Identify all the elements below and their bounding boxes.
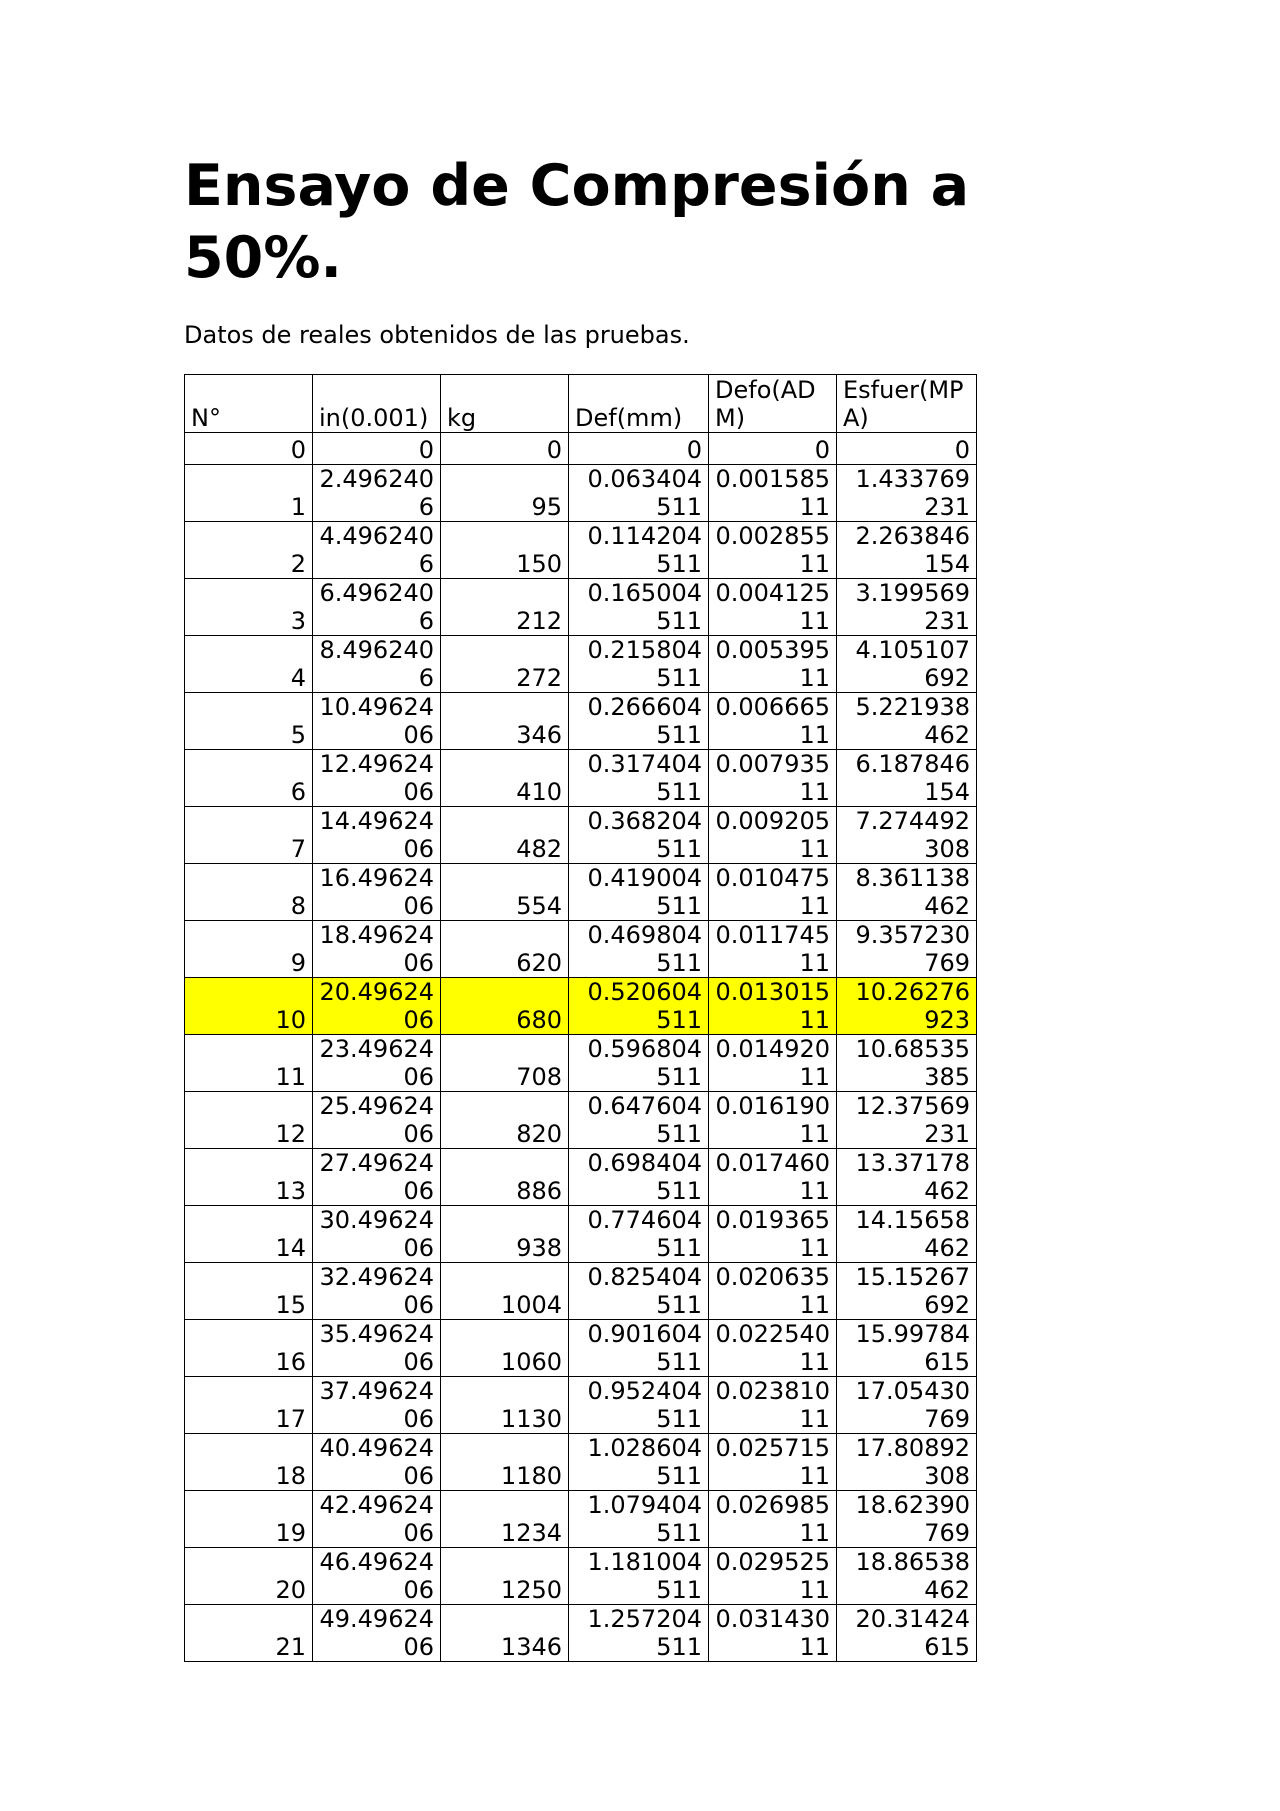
cell-load-kg (441, 522, 569, 579)
cell-displacement-in (313, 1377, 441, 1434)
cell-value: 46.4962406 (319, 1548, 434, 1604)
cell-stress-mpa (837, 1263, 977, 1320)
cell-deformation-mm (569, 1092, 709, 1149)
cell-displacement-in (313, 433, 441, 465)
cell-value: 0.01619011 (715, 1092, 830, 1148)
cell-value: 7 (290, 835, 306, 863)
cell-value: 0.02063511 (715, 1263, 830, 1319)
cell-value: 0.00412511 (715, 579, 830, 635)
cell-strain-adm (709, 750, 837, 807)
cell-stress-mpa (837, 465, 977, 522)
cell-value: 0.469804511 (587, 921, 702, 977)
cell-number (185, 1320, 313, 1377)
cell-displacement-in (313, 522, 441, 579)
table-row (185, 1320, 977, 1377)
cell-number (185, 1263, 313, 1320)
cell-deformation-mm (569, 1491, 709, 1548)
cell-number (185, 1206, 313, 1263)
cell-strain-adm (709, 693, 837, 750)
cell-value: 0.317404511 (587, 750, 702, 806)
cell-value: 0.01301511 (715, 978, 830, 1034)
cell-value: 0.520604511 (587, 978, 702, 1034)
document-page (184, 150, 1084, 1662)
cell-value: 0.114204511 (587, 522, 702, 578)
header-load-kg: kg (441, 375, 569, 433)
cell-strain-adm (709, 465, 837, 522)
cell-value: 0.647604511 (587, 1092, 702, 1148)
cell-value: 1.028604511 (587, 1434, 702, 1490)
cell-displacement-in (313, 1206, 441, 1263)
document-title: Ensayo de Compresión a 50%. (184, 153, 970, 291)
cell-value: 1.433769231 (855, 465, 970, 521)
cell-displacement-in (313, 636, 441, 693)
table-row (185, 1548, 977, 1605)
cell-value: 0.901604511 (587, 1320, 702, 1376)
cell-strain-adm (709, 1263, 837, 1320)
cell-value: 32.4962406 (319, 1263, 434, 1319)
cell-stress-mpa (837, 750, 977, 807)
cell-value: 0.774604511 (587, 1206, 702, 1262)
table-row (185, 1149, 977, 1206)
cell-value: 25.4962406 (319, 1092, 434, 1148)
cell-value: 18.4962406 (319, 921, 434, 977)
cell-value: 0.01047511 (715, 864, 830, 920)
cell-value: 17.05430769 (855, 1377, 970, 1433)
cell-number (185, 864, 313, 921)
cell-value: 1 (290, 493, 306, 521)
cell-displacement-in (313, 1434, 441, 1491)
cell-value: 0 (418, 436, 434, 464)
cell-strain-adm (709, 1548, 837, 1605)
cell-stress-mpa (837, 1035, 977, 1092)
cell-deformation-mm (569, 636, 709, 693)
cell-value: 0.266604511 (587, 693, 702, 749)
cell-value: 27.4962406 (319, 1149, 434, 1205)
cell-displacement-in (313, 1092, 441, 1149)
cell-displacement-in (313, 1605, 441, 1662)
cell-deformation-mm (569, 978, 709, 1035)
compression-test-table (184, 374, 977, 1662)
cell-load-kg (441, 1263, 569, 1320)
cell-stress-mpa (837, 1605, 977, 1662)
cell-number (185, 465, 313, 522)
cell-value: 0.00158511 (715, 465, 830, 521)
table-row (185, 807, 977, 864)
table-row (185, 978, 977, 1035)
cell-number (185, 1491, 313, 1548)
cell-value: 15 (275, 1291, 306, 1319)
cell-value: 0 (546, 436, 562, 464)
cell-stress-mpa (837, 433, 977, 465)
cell-value: 18.62390769 (855, 1491, 970, 1547)
cell-value: 40.4962406 (319, 1434, 434, 1490)
cell-load-kg (441, 864, 569, 921)
table-body (185, 433, 977, 1662)
cell-value: 3.199569231 (855, 579, 970, 635)
cell-value: 0.698404511 (587, 1149, 702, 1205)
cell-stress-mpa (837, 1206, 977, 1263)
cell-stress-mpa (837, 978, 977, 1035)
cell-value: 0.00920511 (715, 807, 830, 863)
cell-strain-adm (709, 1149, 837, 1206)
table-row (185, 433, 977, 465)
cell-displacement-in (313, 864, 441, 921)
cell-value: 95 (531, 493, 562, 521)
cell-number (185, 636, 313, 693)
cell-strain-adm (709, 522, 837, 579)
cell-displacement-in (313, 807, 441, 864)
cell-value: 0.165004511 (587, 579, 702, 635)
cell-strain-adm (709, 1206, 837, 1263)
cell-value: 5.221938462 (855, 693, 970, 749)
cell-displacement-in (313, 465, 441, 522)
table-row (185, 1206, 977, 1263)
cell-value: 2.4962406 (319, 465, 434, 521)
cell-stress-mpa (837, 1092, 977, 1149)
cell-number (185, 1605, 313, 1662)
cell-value: 9 (290, 949, 306, 977)
cell-load-kg (441, 693, 569, 750)
cell-value: 0.215804511 (587, 636, 702, 692)
cell-value: 42.4962406 (319, 1491, 434, 1547)
cell-deformation-mm (569, 807, 709, 864)
cell-value: 17.80892308 (855, 1434, 970, 1490)
cell-value: 0 (954, 436, 970, 464)
cell-value: 820 (516, 1120, 562, 1148)
cell-value: 150 (516, 550, 562, 578)
cell-deformation-mm (569, 693, 709, 750)
table-row (185, 1035, 977, 1092)
cell-value: 620 (516, 949, 562, 977)
cell-value: 21 (275, 1633, 306, 1661)
cell-value: 938 (516, 1234, 562, 1262)
cell-load-kg (441, 433, 569, 465)
table-row (185, 636, 977, 693)
cell-value: 3 (290, 607, 306, 635)
cell-value: 708 (516, 1063, 562, 1091)
cell-value: 1130 (500, 1405, 562, 1433)
cell-strain-adm (709, 579, 837, 636)
cell-value: 4 (290, 664, 306, 692)
cell-stress-mpa (837, 1149, 977, 1206)
cell-value: 680 (516, 1006, 562, 1034)
cell-number (185, 921, 313, 978)
cell-value: 12.4962406 (319, 750, 434, 806)
cell-value: 12 (275, 1120, 306, 1148)
cell-deformation-mm (569, 1434, 709, 1491)
cell-number (185, 978, 313, 1035)
cell-displacement-in (313, 693, 441, 750)
cell-value: 23.4962406 (319, 1035, 434, 1091)
cell-value: 6 (290, 778, 306, 806)
cell-deformation-mm (569, 1548, 709, 1605)
table-row (185, 1263, 977, 1320)
cell-value: 6.4962406 (319, 579, 434, 635)
cell-deformation-mm (569, 921, 709, 978)
cell-value: 0.00285511 (715, 522, 830, 578)
cell-stress-mpa (837, 1434, 977, 1491)
cell-load-kg (441, 1320, 569, 1377)
cell-load-kg (441, 1434, 569, 1491)
cell-value: 15.15267692 (855, 1263, 970, 1319)
table-row (185, 1434, 977, 1491)
cell-displacement-in (313, 1263, 441, 1320)
header-strain-adm: Defo(ADM) (709, 375, 837, 433)
cell-value: 13.37178462 (855, 1149, 970, 1205)
cell-deformation-mm (569, 864, 709, 921)
cell-value: 18.86538462 (855, 1548, 970, 1604)
cell-value: 14.4962406 (319, 807, 434, 863)
cell-deformation-mm (569, 433, 709, 465)
cell-value: 0.03143011 (715, 1605, 830, 1661)
cell-value: 1060 (500, 1348, 562, 1376)
cell-value: 0.368204511 (587, 807, 702, 863)
cell-number (185, 1377, 313, 1434)
cell-value: 4.4962406 (319, 522, 434, 578)
cell-value: 1180 (500, 1462, 562, 1490)
cell-stress-mpa (837, 1548, 977, 1605)
cell-deformation-mm (569, 1263, 709, 1320)
cell-number (185, 693, 313, 750)
table-row (185, 1491, 977, 1548)
cell-value: 14 (275, 1234, 306, 1262)
cell-value: 1.181004511 (587, 1548, 702, 1604)
cell-load-kg (441, 1548, 569, 1605)
cell-value: 20.31424615 (855, 1605, 970, 1661)
table-row (185, 921, 977, 978)
cell-value: 2 (290, 550, 306, 578)
cell-strain-adm (709, 864, 837, 921)
cell-value: 16.4962406 (319, 864, 434, 920)
table-row (185, 750, 977, 807)
cell-strain-adm (709, 1377, 837, 1434)
cell-value: 18 (275, 1462, 306, 1490)
header-number: N° (185, 375, 313, 433)
cell-deformation-mm (569, 522, 709, 579)
cell-value: 0.00539511 (715, 636, 830, 692)
cell-value: 16 (275, 1348, 306, 1376)
cell-value: 8.361138462 (855, 864, 970, 920)
cell-deformation-mm (569, 1149, 709, 1206)
cell-stress-mpa (837, 1320, 977, 1377)
cell-value: 8.4962406 (319, 636, 434, 692)
cell-value: 5 (290, 721, 306, 749)
cell-value: 0.00666511 (715, 693, 830, 749)
table-row (185, 1377, 977, 1434)
cell-value: 346 (516, 721, 562, 749)
cell-strain-adm (709, 1434, 837, 1491)
cell-number (185, 1092, 313, 1149)
cell-value: 0 (290, 436, 306, 464)
cell-load-kg (441, 579, 569, 636)
cell-value: 1.257204511 (587, 1605, 702, 1661)
cell-value: 0.02381011 (715, 1377, 830, 1433)
cell-value: 886 (516, 1177, 562, 1205)
cell-value: 0.419004511 (587, 864, 702, 920)
cell-load-kg (441, 1149, 569, 1206)
cell-number (185, 1548, 313, 1605)
cell-value: 1.079404511 (587, 1491, 702, 1547)
cell-value: 7.274492308 (855, 807, 970, 863)
cell-deformation-mm (569, 1605, 709, 1662)
cell-stress-mpa (837, 636, 977, 693)
table-row (185, 1092, 977, 1149)
header-stress-mpa: Esfuer(MPA) (837, 375, 977, 433)
cell-value: 10.4962406 (319, 693, 434, 749)
table-row (185, 864, 977, 921)
cell-displacement-in (313, 1548, 441, 1605)
cell-displacement-in (313, 579, 441, 636)
cell-value: 0.01174511 (715, 921, 830, 977)
cell-strain-adm (709, 636, 837, 693)
cell-value: 0.02254011 (715, 1320, 830, 1376)
cell-value: 1346 (500, 1633, 562, 1661)
cell-number (185, 807, 313, 864)
cell-strain-adm (709, 1035, 837, 1092)
cell-load-kg (441, 1092, 569, 1149)
cell-value: 15.99784615 (855, 1320, 970, 1376)
cell-number (185, 1149, 313, 1206)
cell-value: 1234 (500, 1519, 562, 1547)
cell-value: 35.4962406 (319, 1320, 434, 1376)
cell-load-kg (441, 750, 569, 807)
cell-value: 20.4962406 (319, 978, 434, 1034)
cell-strain-adm (709, 1605, 837, 1662)
cell-displacement-in (313, 1035, 441, 1092)
cell-value: 2.263846154 (855, 522, 970, 578)
cell-load-kg (441, 1035, 569, 1092)
cell-value: 49.4962406 (319, 1605, 434, 1661)
cell-load-kg (441, 636, 569, 693)
cell-value: 37.4962406 (319, 1377, 434, 1433)
cell-displacement-in (313, 1491, 441, 1548)
cell-number (185, 1035, 313, 1092)
cell-value: 4.105107692 (855, 636, 970, 692)
cell-value: 0.02952511 (715, 1548, 830, 1604)
header-deformation-mm: Def(mm) (569, 375, 709, 433)
cell-value: 0 (814, 436, 830, 464)
cell-stress-mpa (837, 1377, 977, 1434)
cell-stress-mpa (837, 864, 977, 921)
cell-value: 10 (275, 1006, 306, 1034)
cell-stress-mpa (837, 921, 977, 978)
cell-strain-adm (709, 978, 837, 1035)
cell-value: 410 (516, 778, 562, 806)
cell-value: 482 (516, 835, 562, 863)
cell-deformation-mm (569, 1320, 709, 1377)
cell-value: 30.4962406 (319, 1206, 434, 1262)
cell-value: 20 (275, 1576, 306, 1604)
table-row (185, 693, 977, 750)
cell-stress-mpa (837, 522, 977, 579)
cell-value: 12.37569231 (855, 1092, 970, 1148)
table-row (185, 522, 977, 579)
cell-value: 0.063404511 (587, 465, 702, 521)
cell-number (185, 433, 313, 465)
table-row (185, 1605, 977, 1662)
cell-load-kg (441, 1491, 569, 1548)
cell-displacement-in (313, 978, 441, 1035)
cell-load-kg (441, 1206, 569, 1263)
cell-strain-adm (709, 1491, 837, 1548)
cell-load-kg (441, 807, 569, 864)
cell-deformation-mm (569, 1377, 709, 1434)
cell-strain-adm (709, 1092, 837, 1149)
cell-deformation-mm (569, 579, 709, 636)
cell-load-kg (441, 921, 569, 978)
cell-value: 10.68535385 (855, 1035, 970, 1091)
cell-strain-adm (709, 433, 837, 465)
cell-displacement-in (313, 750, 441, 807)
table-row (185, 465, 977, 522)
cell-number (185, 750, 313, 807)
cell-load-kg (441, 465, 569, 522)
cell-value: 1250 (500, 1576, 562, 1604)
cell-deformation-mm (569, 750, 709, 807)
cell-value: 0 (686, 436, 702, 464)
cell-value: 13 (275, 1177, 306, 1205)
cell-stress-mpa (837, 1491, 977, 1548)
cell-load-kg (441, 1605, 569, 1662)
cell-number (185, 579, 313, 636)
cell-stress-mpa (837, 807, 977, 864)
cell-value: 0.00793511 (715, 750, 830, 806)
cell-value: 212 (516, 607, 562, 635)
cell-stress-mpa (837, 579, 977, 636)
cell-value: 19 (275, 1519, 306, 1547)
cell-value: 10.26276923 (855, 978, 970, 1034)
cell-value: 14.15658462 (855, 1206, 970, 1262)
header-displacement-in: in(0.001) (313, 375, 441, 433)
cell-value: 0.01492011 (715, 1035, 830, 1091)
cell-value: 554 (516, 892, 562, 920)
cell-value: 0.02571511 (715, 1434, 830, 1490)
cell-deformation-mm (569, 1206, 709, 1263)
cell-value: 272 (516, 664, 562, 692)
cell-value: 0.952404511 (587, 1377, 702, 1433)
table-header-row (185, 375, 977, 433)
table-row (185, 579, 977, 636)
document-subtitle: Datos de reales obtenidos de las pruebas. (184, 321, 690, 349)
cell-value: 0.01746011 (715, 1149, 830, 1205)
cell-value: 0.01936511 (715, 1206, 830, 1262)
cell-displacement-in (313, 1320, 441, 1377)
cell-value: 17 (275, 1405, 306, 1433)
cell-strain-adm (709, 921, 837, 978)
cell-displacement-in (313, 1149, 441, 1206)
cell-load-kg (441, 1377, 569, 1434)
cell-displacement-in (313, 921, 441, 978)
cell-value: 0.02698511 (715, 1491, 830, 1547)
cell-number (185, 522, 313, 579)
cell-value: 1004 (500, 1291, 562, 1319)
cell-value: 11 (275, 1063, 306, 1091)
cell-value: 0.596804511 (587, 1035, 702, 1091)
cell-value: 6.187846154 (855, 750, 970, 806)
cell-deformation-mm (569, 465, 709, 522)
cell-value: 9.357230769 (855, 921, 970, 977)
cell-number (185, 1434, 313, 1491)
cell-strain-adm (709, 1320, 837, 1377)
cell-value: 0.825404511 (587, 1263, 702, 1319)
cell-deformation-mm (569, 1035, 709, 1092)
cell-stress-mpa (837, 693, 977, 750)
cell-strain-adm (709, 807, 837, 864)
cell-load-kg (441, 978, 569, 1035)
cell-value: 8 (290, 892, 306, 920)
